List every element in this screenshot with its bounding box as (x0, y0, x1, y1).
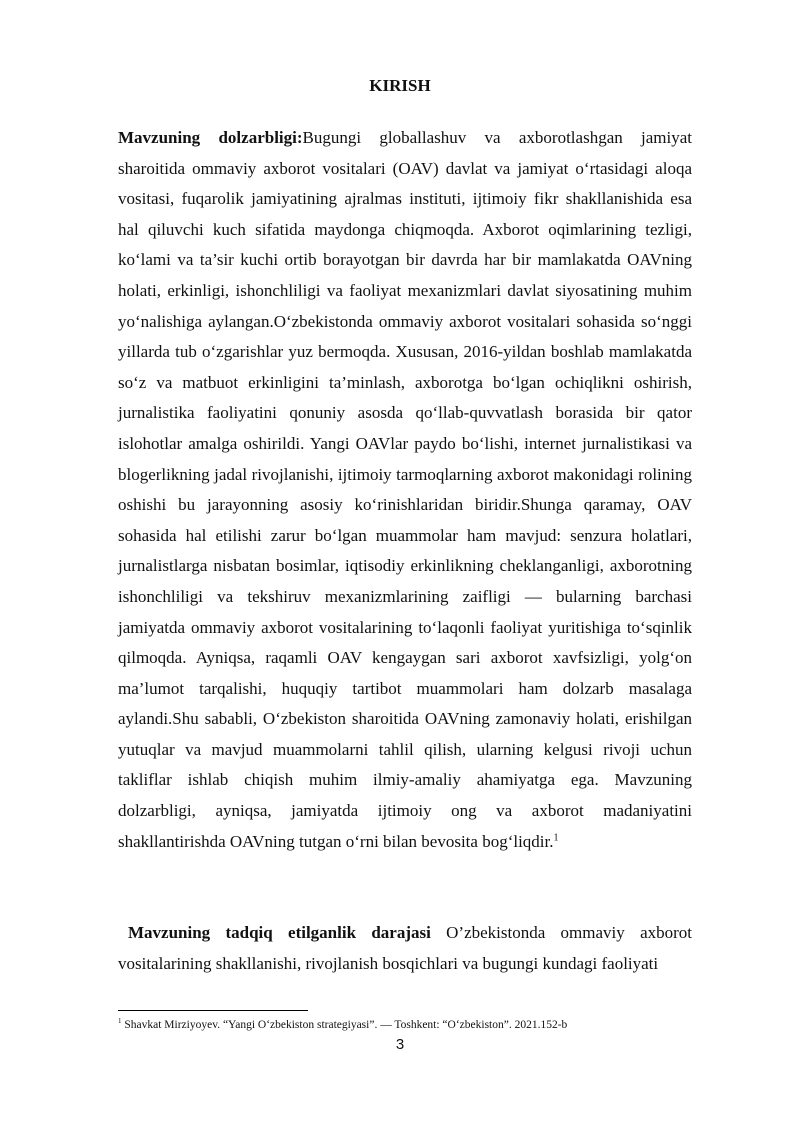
footnote-text: Shavkat Mirziyoyev. “Yangi O‘zbekiston strategiyasi”. — Toshkent: “O‘zbekiston”. 2021.152-b (121, 1019, 568, 1031)
relevance-paragraph (118, 123, 692, 857)
relevance-label: Mavzuning dolzarbligi: (118, 128, 303, 147)
relevance-text: Bugungi globallashuv va axborotlashgan jamiyat sharoitida ommaviy axborot vositalari (OAV) davlat va jamiyat o‘rtasidagi aloqa vositasi, fuqarolik jamiyatining ajralmas instituti, ijtimoiy fikr shakllanishida esa hal qiluvchi kuch sifatida maydonga chiqmoqda. Axborot oqimlarining tezligi, ko‘lami va ta’sir kuchi ortib borayotgan bir davrda har bir mamlakatda OAVning holati, erkinligi, ishonchliligi va faoliyat mexanizmlari davlat siyosatining muhim yo‘nalishiga aylangan.O‘zbekistonda ommaviy axborot vositalari sohasida so‘nggi yillarda tub o‘zgarishlar yuz bermoqda. Xususan, 2016-yildan boshlab mamlakatda so‘z va matbuot erkinligini ta’minlash, axborotga bo‘lgan ochiqlikni oshirish, jurnalistika faoliyatini qonuniy asosda qo‘llab-quvvatlash borasida bir qator islohotlar amalga oshirildi. Yangi OAVlar paydo bo‘lishi, internet jurnalistikasi va blogerlikning jadal rivojlanishi, ijtimoiy tarmoqlarning axborot makonidagi rolining oshishi bu jarayonning asosiy ko‘rinishlaridan biridir.Shunga qaramay, OAV sohasida hal etilishi zarur bo‘lgan muammolar ham mavjud: senzura holatlari, jurnalistlarga nisbatan bosimlar, iqtisodiy erkinlikning cheklanganligi, axborotning ishonchliligi va tekshiruv mexanizmlarining zaifligi — bularning barchasi jamiyatda ommaviy axborot vositalarining to‘laqonli faoliyat yuritishiga to‘sqinlik qilmoqda. Ayniqsa, raqamli OAV kengaygan sari axborot xavfsizligi, yolg‘on ma’lumot tarqalishi, huquqiy tartibot muammolari ham dolzarb masalaga aylandi.Shu sababli, O‘zbekiston sharoitida OAVning zamonaviy holati, erishilgan yutuqlar va mavjud muammolarni tahlil qilish, ularning kelgusi rivoji uchun takliflar ishlab chiqish muhim ilmiy-amaliy ahamiyatga ega. Mavzuning dolzarbligi, ayniqsa, jamiyatda ijtimoiy ong va axborot madaniyatini shakllantirishda OAVning tutgan o‘rni bilan bevosita bog‘liqdir. (118, 128, 693, 851)
page-title: KIRISH (369, 76, 431, 95)
footnote (118, 1018, 692, 1032)
page-number: 3 (395, 1036, 405, 1053)
footnote-reference[interactable]: 1 (553, 832, 559, 843)
research-level-paragraph (118, 918, 692, 979)
research-level-label: Mavzuning tadqiq etilganlik darajasi (128, 923, 431, 942)
research-level-text: O’zbekistonda ommaviy axborot vositalarining shakllanishi, rivojlanish bosqichlari va bugungi kundagi faoliyati (118, 923, 692, 973)
footnote-divider (118, 1010, 308, 1011)
footnote-number: 1 (118, 1017, 122, 1026)
